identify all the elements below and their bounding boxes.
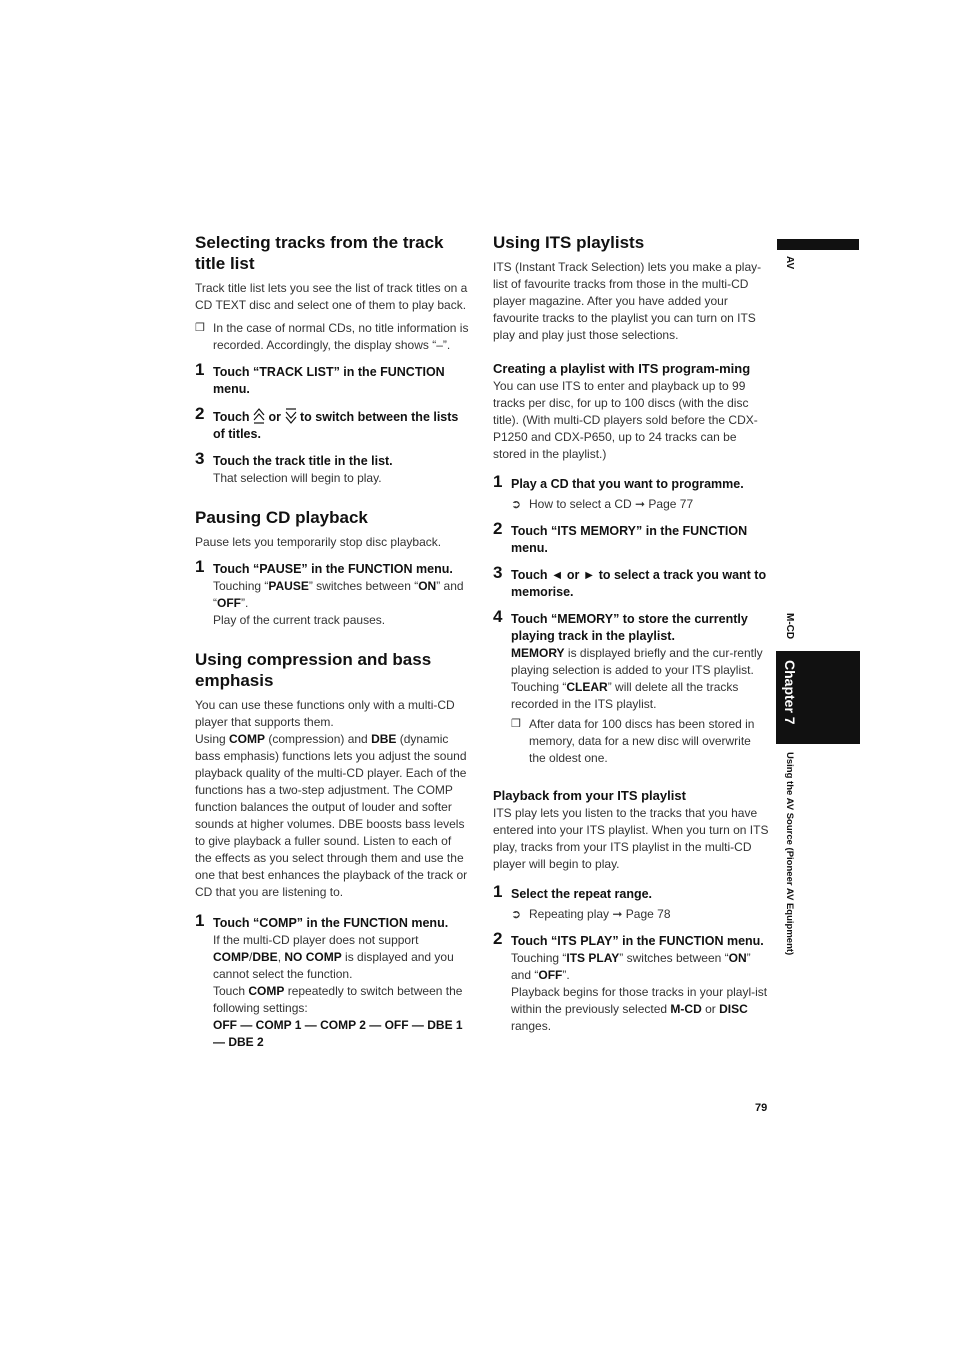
heading-creating-playlist: Creating a playlist with ITS program-ming [493,361,751,376]
side-section-title: Using the AV Source (Pioneer AV Equipment) [784,752,795,956]
note-icon: ❒ [511,718,521,730]
step-number: 1 [195,557,205,576]
heading-track-title-list: Selecting tracks from the track title list [195,233,444,273]
reference-arrow-icon: ➲ [511,907,522,921]
side-label-mcd: M-CD [784,613,795,640]
step-1 [195,557,469,629]
step-description: Playback begins for those tracks in your playl-ist within the previously selected M-CD or DISC ranges. [511,985,768,1033]
step-text: Select the repeat range. [511,887,653,901]
step-number: 1 [493,882,503,901]
note [511,716,769,767]
section-creating-playlist [493,360,769,767]
step-description: Touching “CLEAR” will delete all the tracks recorded in the ITS playlist. [511,680,739,711]
step-description: That selection will begin to play. [213,471,382,485]
step-number: 3 [195,449,205,468]
section-its-playback [493,787,769,1035]
step-2 [195,404,469,443]
heading-compression-bass: Using compression and bass emphasis [195,650,432,690]
step-description: Touching “PAUSE” switches between “ON” and “OFF”. [213,579,464,610]
step-1 [195,911,469,1051]
step-text: Touch “ITS PLAY” in the FUNCTION menu. [511,934,764,948]
heading-its-playback: Playback from your ITS playlist [493,788,686,803]
step-number: 4 [493,607,503,626]
step-description: If the multi-CD player does not support COMP/DBE, NO COMP is displayed and you cannot select the function. [213,933,454,981]
chapter-label: Chapter 7 [782,660,798,725]
paragraph: ITS (Instant Track Selection) lets you make a play-list of favourite tracks from those in the multi-CD player magazine. After you have added your favourite tracks to the playlist you can turn on ITS play and play just those selections. [493,260,762,342]
step-1 [195,360,469,398]
settings-sequence: OFF — COMP 1 — COMP 2 — OFF — DBE 1 — DBE 2 [213,1018,463,1049]
step-4 [493,607,769,767]
paragraph: You can use ITS to enter and playback up to 99 tracks per disc, for up to 100 discs (with the disc title). (With multi-CD players sold before the CDX-P1250 and CDX-P650, up to 24 tracks can be stored in the playlist.) [493,379,758,461]
step-3 [195,449,469,487]
step-text: Play a CD that you want to programme. [511,477,744,491]
side-tab-bar [777,239,859,250]
scroll-down-icon [285,408,297,424]
reference-arrow-icon: ➲ [511,497,522,511]
note-text: In the case of normal CDs, no title information is recorded. Accordingly, the display shows “–”. [213,321,469,352]
note-text: After data for 100 discs has been stored in memory, data for a new disc will overwrite the oldest one. [529,717,755,765]
step-number: 1 [493,472,503,491]
right-column [493,232,769,1055]
side-label-av: AV [784,256,795,270]
step-text: Touch ◄ or ► to select a track you want to memorise. [511,568,767,599]
step-text: Touch “MEMORY” to store the currently playing track in the playlist. [511,612,748,643]
heading-its-playlists: Using ITS playlists [493,233,645,252]
step-number: 3 [493,563,503,582]
step-text: Touch the track title in the list. [213,454,393,468]
paragraph: You can use these functions only with a multi-CD player that supports them. [195,698,455,729]
step-text: Touch “COMP” in the FUNCTION menu. [213,916,449,930]
note-icon: ❒ [195,322,205,334]
step-text: Touch “PAUSE” in the FUNCTION menu. [213,562,453,576]
step-description: Touching “ITS PLAY” switches between “ON” and “OFF”. [511,951,751,982]
step-1 [493,882,769,923]
step-number: 2 [493,519,503,538]
step-number: 1 [195,360,205,379]
section-its-playlists [493,232,769,344]
cross-reference-text: How to select a CD ➞ Page 77 [529,497,694,511]
step-number: 2 [195,404,205,423]
section-pausing-playback [195,507,469,629]
step-text-part: to switch between the lists of titles. [213,410,459,441]
left-column [195,232,469,1071]
cross-reference-text: Repeating play ➞ Page 78 [529,907,671,921]
step-2 [493,929,769,1035]
paragraph: Using COMP (compression) and DBE (dynamic bass emphasis) functions lets you adjust the sound playback quality of the multi-CD player. Each of the functions has a two-step adjustment. The COMP function balances the output of louder and softer sounds at higher volumes. DBE boosts bass levels to give playback a fuller sound. Listen to each of the effects as you select through them and use the one that best enhances the playback of the track or CD that you are listening to. [195,732,468,899]
step-description: MEMORY is displayed briefly and the cur-rently playing selection is added to your ITS playlist. [511,646,763,677]
step-number: 2 [493,929,503,948]
step-text [213,408,469,443]
step-number: 1 [195,911,205,930]
step-2 [493,519,769,557]
section-track-title-list [195,232,469,487]
cross-reference [511,496,769,513]
section-compression-bass [195,649,469,1051]
step-description: Touch COMP repeatedly to switch between the following settings: [213,984,463,1015]
heading-pausing-playback: Pausing CD playback [195,508,368,527]
step-text-part: Touch [213,410,250,424]
scroll-up-icon [253,408,265,424]
step-description: Play of the current track pauses. [213,613,386,627]
paragraph: ITS play lets you listen to the tracks that you have entered into your ITS playlist. When you turn on ITS play, tracks from your ITS playlist in the multi-CD player will begin to play. [493,806,769,871]
step-text: Touch “ITS MEMORY” in the FUNCTION menu. [511,524,748,555]
paragraph: Pause lets you temporarily stop disc playback. [195,535,442,549]
cross-reference [511,906,769,923]
step-text: Touch “TRACK LIST” in the FUNCTION menu. [213,365,445,396]
step-3 [493,563,769,601]
step-text-part: or [268,410,282,424]
note [195,320,469,354]
paragraph: Track title list lets you see the list of track titles on a CD TEXT disc and select one of them to play back. [195,281,468,312]
page-number: 79 [755,1102,768,1114]
step-1 [493,472,769,513]
